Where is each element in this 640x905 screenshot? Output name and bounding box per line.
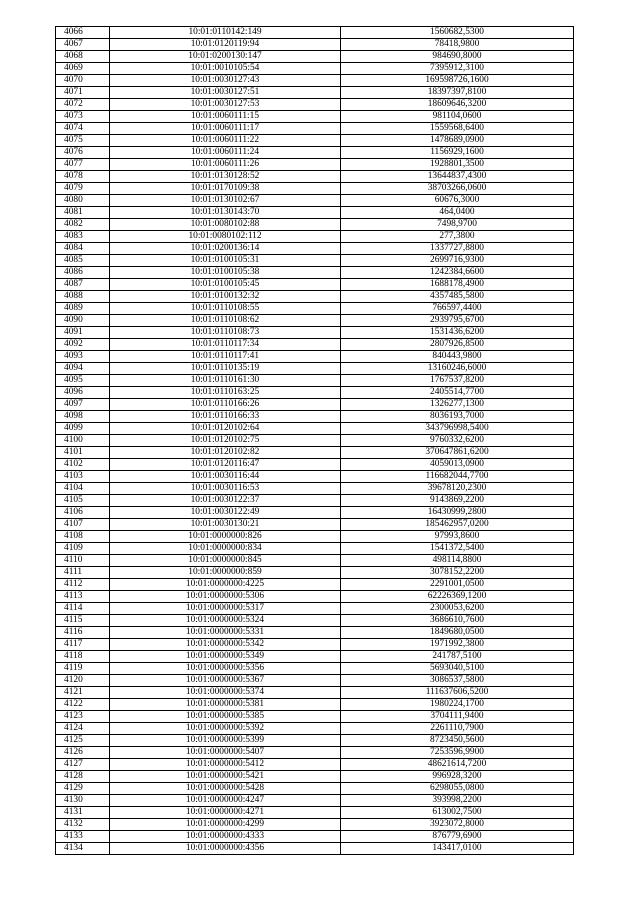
- row-number-cell: 4098: [56, 411, 110, 423]
- cadastral-value-cell: 2291001,0500: [341, 579, 574, 591]
- cadastral-number-cell: 10:01:0000000:5349: [110, 651, 341, 663]
- row-number-cell: 4093: [56, 351, 110, 363]
- row-number-cell: 4078: [56, 171, 110, 183]
- cadastral-value-cell: 1767537,8200: [341, 375, 574, 387]
- cadastral-number-cell: 10:01:0100105:38: [110, 267, 341, 279]
- row-number-cell: 4126: [56, 747, 110, 759]
- table-row: [56, 675, 574, 687]
- cadastral-number-cell: 10:01:0010105:54: [110, 63, 341, 75]
- cadastral-value-cell: 2807926,8500: [341, 339, 574, 351]
- cadastral-value-cell: 343796998,5400: [341, 423, 574, 435]
- cadastral-number-cell: 10:01:0110161:30: [110, 375, 341, 387]
- cadastral-value-cell: 13644837,4300: [341, 171, 574, 183]
- cadastral-number-cell: 10:01:0000000:5385: [110, 711, 341, 723]
- cadastral-number-cell: 10:01:0170109:38: [110, 183, 341, 195]
- cadastral-value-cell: 78418,9800: [341, 39, 574, 51]
- table-row: [56, 747, 574, 759]
- table-row: [56, 699, 574, 711]
- cadastral-number-cell: 10:01:0000000:5324: [110, 615, 341, 627]
- cadastral-value-cell: 16430999,2800: [341, 507, 574, 519]
- cadastral-number-cell: 10:01:0030127:51: [110, 87, 341, 99]
- table-row: [56, 99, 574, 111]
- row-number-cell: 4116: [56, 627, 110, 639]
- table-body: [56, 27, 574, 855]
- table-row: [56, 819, 574, 831]
- cadastral-value-cell: 1531436,6200: [341, 327, 574, 339]
- cadastral-value-cell: 766597,4400: [341, 303, 574, 315]
- cadastral-value-cell: 1560682,5300: [341, 27, 574, 39]
- cadastral-number-cell: 10:01:0100105:31: [110, 255, 341, 267]
- table-row: [56, 135, 574, 147]
- row-number-cell: 4119: [56, 663, 110, 675]
- cadastral-number-cell: 10:01:0030127:43: [110, 75, 341, 87]
- cadastral-value-cell: 7395912,3100: [341, 63, 574, 75]
- cadastral-number-cell: 10:01:0000000:5331: [110, 627, 341, 639]
- row-number-cell: 4108: [56, 531, 110, 543]
- cadastral-number-cell: 10:01:0000000:826: [110, 531, 341, 543]
- cadastral-value-cell: 1478689,0900: [341, 135, 574, 147]
- cadastral-number-cell: 10:01:0030127:53: [110, 99, 341, 111]
- table-row: [56, 327, 574, 339]
- table-row: [56, 147, 574, 159]
- row-number-cell: 4104: [56, 483, 110, 495]
- table-row: [56, 639, 574, 651]
- table-row: [56, 183, 574, 195]
- cadastral-value-cell: 97993,8600: [341, 531, 574, 543]
- cadastral-value-cell: 1242384,6600: [341, 267, 574, 279]
- table-row: [56, 723, 574, 735]
- cadastral-number-cell: 10:01:0000000:4247: [110, 795, 341, 807]
- cadastral-value-cell: 370647861,6200: [341, 447, 574, 459]
- cadastral-value-table: [55, 26, 574, 855]
- row-number-cell: 4134: [56, 843, 110, 855]
- row-number-cell: 4069: [56, 63, 110, 75]
- row-number-cell: 4067: [56, 39, 110, 51]
- cadastral-value-cell: 498114,8800: [341, 555, 574, 567]
- table-row: [56, 39, 574, 51]
- row-number-cell: 4118: [56, 651, 110, 663]
- cadastral-value-cell: 18397397,8100: [341, 87, 574, 99]
- table-row: [56, 471, 574, 483]
- cadastral-number-cell: 10:01:0000000:5421: [110, 771, 341, 783]
- table-row: [56, 663, 574, 675]
- row-number-cell: 4072: [56, 99, 110, 111]
- cadastral-number-cell: 10:01:0060111:17: [110, 123, 341, 135]
- table-row: [56, 831, 574, 843]
- row-number-cell: 4113: [56, 591, 110, 603]
- table-row: [56, 795, 574, 807]
- cadastral-number-cell: 10:01:0000000:5399: [110, 735, 341, 747]
- row-number-cell: 4084: [56, 243, 110, 255]
- cadastral-number-cell: 10:01:0060111:22: [110, 135, 341, 147]
- cadastral-number-cell: 10:01:0110117:34: [110, 339, 341, 351]
- row-number-cell: 4095: [56, 375, 110, 387]
- table-row: [56, 231, 574, 243]
- row-number-cell: 4130: [56, 795, 110, 807]
- cadastral-value-cell: 7253596,9900: [341, 747, 574, 759]
- cadastral-number-cell: 10:01:0000000:5381: [110, 699, 341, 711]
- row-number-cell: 4090: [56, 315, 110, 327]
- cadastral-number-cell: 10:01:0060111:15: [110, 111, 341, 123]
- cadastral-value-cell: 277,3800: [341, 231, 574, 243]
- cadastral-number-cell: 10:01:0130143:70: [110, 207, 341, 219]
- row-number-cell: 4120: [56, 675, 110, 687]
- table-row: [56, 711, 574, 723]
- row-number-cell: 4115: [56, 615, 110, 627]
- cadastral-value-cell: 5693040,5100: [341, 663, 574, 675]
- row-number-cell: 4105: [56, 495, 110, 507]
- cadastral-value-cell: 3078152,2200: [341, 567, 574, 579]
- cadastral-number-cell: 10:01:0000000:845: [110, 555, 341, 567]
- cadastral-number-cell: 10:01:0000000:5428: [110, 783, 341, 795]
- cadastral-number-cell: 10:01:0110166:26: [110, 399, 341, 411]
- cadastral-number-cell: 10:01:0000000:5374: [110, 687, 341, 699]
- row-number-cell: 4106: [56, 507, 110, 519]
- cadastral-number-cell: 10:01:0110108:55: [110, 303, 341, 315]
- cadastral-number-cell: 10:01:0000000:4271: [110, 807, 341, 819]
- cadastral-value-cell: 2699716,9300: [341, 255, 574, 267]
- cadastral-value-cell: 464,0400: [341, 207, 574, 219]
- cadastral-number-cell: 10:01:0110163:25: [110, 387, 341, 399]
- cadastral-value-cell: 876779,6900: [341, 831, 574, 843]
- table-row: [56, 591, 574, 603]
- cadastral-number-cell: 10:01:0110142:149: [110, 27, 341, 39]
- row-number-cell: 4091: [56, 327, 110, 339]
- cadastral-value-cell: 8036193,7000: [341, 411, 574, 423]
- row-number-cell: 4124: [56, 723, 110, 735]
- table-row: [56, 303, 574, 315]
- cadastral-number-cell: 10:01:0000000:4299: [110, 819, 341, 831]
- cadastral-number-cell: 10:01:0060111:26: [110, 159, 341, 171]
- row-number-cell: 4066: [56, 27, 110, 39]
- row-number-cell: 4076: [56, 147, 110, 159]
- cadastral-number-cell: 10:01:0110117:41: [110, 351, 341, 363]
- row-number-cell: 4092: [56, 339, 110, 351]
- row-number-cell: 4122: [56, 699, 110, 711]
- table-row: [56, 519, 574, 531]
- cadastral-value-cell: 143417,0100: [341, 843, 574, 855]
- table-row: [56, 207, 574, 219]
- table-row: [56, 555, 574, 567]
- table-row: [56, 243, 574, 255]
- row-number-cell: 4081: [56, 207, 110, 219]
- cadastral-value-cell: 3086537,5800: [341, 675, 574, 687]
- row-number-cell: 4087: [56, 279, 110, 291]
- cadastral-value-cell: 9760332,6200: [341, 435, 574, 447]
- table-row: [56, 375, 574, 387]
- row-number-cell: 4128: [56, 771, 110, 783]
- row-number-cell: 4068: [56, 51, 110, 63]
- cadastral-number-cell: 10:01:0000000:5412: [110, 759, 341, 771]
- cadastral-value-cell: 840443,9800: [341, 351, 574, 363]
- cadastral-value-cell: 8723450,5600: [341, 735, 574, 747]
- table-row: [56, 195, 574, 207]
- row-number-cell: 4101: [56, 447, 110, 459]
- cadastral-number-cell: 10:01:0000000:5367: [110, 675, 341, 687]
- table-row: [56, 615, 574, 627]
- cadastral-value-cell: 996928,3200: [341, 771, 574, 783]
- cadastral-number-cell: 10:01:0120102:75: [110, 435, 341, 447]
- cadastral-value-cell: 3704111,9400: [341, 711, 574, 723]
- table-row: [56, 279, 574, 291]
- cadastral-number-cell: 10:01:0130102:67: [110, 195, 341, 207]
- table-row: [56, 51, 574, 63]
- table-row: [56, 447, 574, 459]
- table-row: [56, 315, 574, 327]
- cadastral-value-cell: 1971992,3800: [341, 639, 574, 651]
- row-number-cell: 4070: [56, 75, 110, 87]
- table-row: [56, 363, 574, 375]
- row-number-cell: 4123: [56, 711, 110, 723]
- cadastral-value-cell: 981104,0600: [341, 111, 574, 123]
- cadastral-value-cell: 4059013,0900: [341, 459, 574, 471]
- cadastral-value-cell: 984690,8000: [341, 51, 574, 63]
- cadastral-number-cell: 10:01:0000000:5407: [110, 747, 341, 759]
- table-row: [56, 507, 574, 519]
- table-row: [56, 291, 574, 303]
- row-number-cell: 4094: [56, 363, 110, 375]
- cadastral-number-cell: 10:01:0100132:32: [110, 291, 341, 303]
- table-row: [56, 423, 574, 435]
- row-number-cell: 4073: [56, 111, 110, 123]
- row-number-cell: 4132: [56, 819, 110, 831]
- cadastral-value-cell: 1980224,1700: [341, 699, 574, 711]
- table-row: [56, 267, 574, 279]
- table-row: [56, 687, 574, 699]
- cadastral-number-cell: 10:01:0200136:14: [110, 243, 341, 255]
- cadastral-value-cell: 613002,7500: [341, 807, 574, 819]
- cadastral-value-cell: 7498,9700: [341, 219, 574, 231]
- cadastral-value-cell: 4357485,5800: [341, 291, 574, 303]
- table-row: [56, 627, 574, 639]
- cadastral-number-cell: 10:01:0120119:94: [110, 39, 341, 51]
- cadastral-number-cell: 10:01:0110108:73: [110, 327, 341, 339]
- cadastral-value-cell: 241787,5100: [341, 651, 574, 663]
- row-number-cell: 4102: [56, 459, 110, 471]
- row-number-cell: 4096: [56, 387, 110, 399]
- cadastral-value-cell: 60676,3000: [341, 195, 574, 207]
- cadastral-number-cell: 10:01:0000000:4225: [110, 579, 341, 591]
- row-number-cell: 4129: [56, 783, 110, 795]
- cadastral-value-cell: 393998,2200: [341, 795, 574, 807]
- table-row: [56, 87, 574, 99]
- table-row: [56, 543, 574, 555]
- cadastral-number-cell: 10:01:0000000:5306: [110, 591, 341, 603]
- table-row: [56, 255, 574, 267]
- row-number-cell: 4133: [56, 831, 110, 843]
- cadastral-number-cell: 10:01:0030122:37: [110, 495, 341, 507]
- table-row: [56, 63, 574, 75]
- row-number-cell: 4117: [56, 639, 110, 651]
- row-number-cell: 4121: [56, 687, 110, 699]
- cadastral-number-cell: 10:01:0110135:19: [110, 363, 341, 375]
- row-number-cell: 4107: [56, 519, 110, 531]
- cadastral-value-cell: 2300053,6200: [341, 603, 574, 615]
- cadastral-value-cell: 2261110,7900: [341, 723, 574, 735]
- row-number-cell: 4089: [56, 303, 110, 315]
- row-number-cell: 4103: [56, 471, 110, 483]
- cadastral-value-cell: 39678120,2300: [341, 483, 574, 495]
- row-number-cell: 4131: [56, 807, 110, 819]
- cadastral-value-cell: 2405514,7700: [341, 387, 574, 399]
- row-number-cell: 4074: [56, 123, 110, 135]
- cadastral-number-cell: 10:01:0060111:24: [110, 147, 341, 159]
- table-row: [56, 495, 574, 507]
- cadastral-number-cell: 10:01:0200130:147: [110, 51, 341, 63]
- cadastral-value-cell: 1849680,0500: [341, 627, 574, 639]
- table-row: [56, 435, 574, 447]
- cadastral-number-cell: 10:01:0000000:5392: [110, 723, 341, 735]
- row-number-cell: 4086: [56, 267, 110, 279]
- row-number-cell: 4112: [56, 579, 110, 591]
- cadastral-value-cell: 185462957,0200: [341, 519, 574, 531]
- table-row: [56, 27, 574, 39]
- cadastral-number-cell: 10:01:0030116:44: [110, 471, 341, 483]
- cadastral-value-cell: 6298055,0800: [341, 783, 574, 795]
- row-number-cell: 4110: [56, 555, 110, 567]
- cadastral-value-cell: 111637606,5200: [341, 687, 574, 699]
- cadastral-value-cell: 3686610,7600: [341, 615, 574, 627]
- cadastral-number-cell: 10:01:0110108:62: [110, 315, 341, 327]
- table-row: [56, 387, 574, 399]
- row-number-cell: 4097: [56, 399, 110, 411]
- cadastral-number-cell: 10:01:0000000:4356: [110, 843, 341, 855]
- cadastral-number-cell: 10:01:0000000:4333: [110, 831, 341, 843]
- cadastral-number-cell: 10:01:0000000:5356: [110, 663, 341, 675]
- row-number-cell: 4109: [56, 543, 110, 555]
- cadastral-value-cell: 9143869,2200: [341, 495, 574, 507]
- row-number-cell: 4085: [56, 255, 110, 267]
- table-row: [56, 351, 574, 363]
- row-number-cell: 4088: [56, 291, 110, 303]
- row-number-cell: 4083: [56, 231, 110, 243]
- cadastral-value-cell: 1337727,8800: [341, 243, 574, 255]
- cadastral-number-cell: 10:01:0120102:64: [110, 423, 341, 435]
- table-row: [56, 567, 574, 579]
- cadastral-number-cell: 10:01:0100105:45: [110, 279, 341, 291]
- table-row: [56, 531, 574, 543]
- cadastral-value-cell: 62226369,1200: [341, 591, 574, 603]
- table-row: [56, 843, 574, 855]
- row-number-cell: 4125: [56, 735, 110, 747]
- row-number-cell: 4127: [56, 759, 110, 771]
- row-number-cell: 4082: [56, 219, 110, 231]
- table-row: [56, 807, 574, 819]
- cadastral-number-cell: 10:01:0000000:5317: [110, 603, 341, 615]
- row-number-cell: 4071: [56, 87, 110, 99]
- cadastral-value-cell: 48621614,7200: [341, 759, 574, 771]
- table-row: [56, 111, 574, 123]
- cadastral-value-cell: 3923072,8000: [341, 819, 574, 831]
- table-row: [56, 735, 574, 747]
- table-row: [56, 75, 574, 87]
- cadastral-number-cell: 10:01:0030122:49: [110, 507, 341, 519]
- row-number-cell: 4077: [56, 159, 110, 171]
- cadastral-number-cell: 10:01:0080102:88: [110, 219, 341, 231]
- cadastral-number-cell: 10:01:0110166:33: [110, 411, 341, 423]
- cadastral-number-cell: 10:01:0120102:82: [110, 447, 341, 459]
- cadastral-value-cell: 169598726,1600: [341, 75, 574, 87]
- row-number-cell: 4100: [56, 435, 110, 447]
- cadastral-number-cell: 10:01:0130128:52: [110, 171, 341, 183]
- table-row: [56, 399, 574, 411]
- cadastral-value-cell: 13160246,6000: [341, 363, 574, 375]
- table-row: [56, 459, 574, 471]
- cadastral-value-cell: 38703266,0600: [341, 183, 574, 195]
- cadastral-number-cell: 10:01:0080102:112: [110, 231, 341, 243]
- table-row: [56, 783, 574, 795]
- table-row: [56, 411, 574, 423]
- cadastral-number-cell: 10:01:0120116:47: [110, 459, 341, 471]
- cadastral-value-cell: 1928801,3500: [341, 159, 574, 171]
- table-row: [56, 159, 574, 171]
- cadastral-value-cell: 2939795,6700: [341, 315, 574, 327]
- cadastral-number-cell: 10:01:0030116:53: [110, 483, 341, 495]
- table-row: [56, 603, 574, 615]
- row-number-cell: 4080: [56, 195, 110, 207]
- cadastral-value-cell: 1541372,5400: [341, 543, 574, 555]
- table-row: [56, 123, 574, 135]
- table-row: [56, 651, 574, 663]
- cadastral-number-cell: 10:01:0030130:21: [110, 519, 341, 531]
- cadastral-number-cell: 10:01:0000000:859: [110, 567, 341, 579]
- row-number-cell: 4111: [56, 567, 110, 579]
- cadastral-value-cell: 116682044,7700: [341, 471, 574, 483]
- table-row: [56, 771, 574, 783]
- table-row: [56, 483, 574, 495]
- cadastral-number-cell: 10:01:0000000:5342: [110, 639, 341, 651]
- table-row: [56, 171, 574, 183]
- cadastral-value-cell: 1156929,1600: [341, 147, 574, 159]
- cadastral-value-cell: 18609646,3200: [341, 99, 574, 111]
- cadastral-value-cell: 1559568,6400: [341, 123, 574, 135]
- table-row: [56, 579, 574, 591]
- row-number-cell: 4075: [56, 135, 110, 147]
- cadastral-value-cell: 1688178,4900: [341, 279, 574, 291]
- table-row: [56, 339, 574, 351]
- cadastral-number-cell: 10:01:0000000:834: [110, 543, 341, 555]
- table-row: [56, 759, 574, 771]
- table-row: [56, 219, 574, 231]
- cadastral-value-cell: 1326277,1300: [341, 399, 574, 411]
- row-number-cell: 4079: [56, 183, 110, 195]
- row-number-cell: 4114: [56, 603, 110, 615]
- row-number-cell: 4099: [56, 423, 110, 435]
